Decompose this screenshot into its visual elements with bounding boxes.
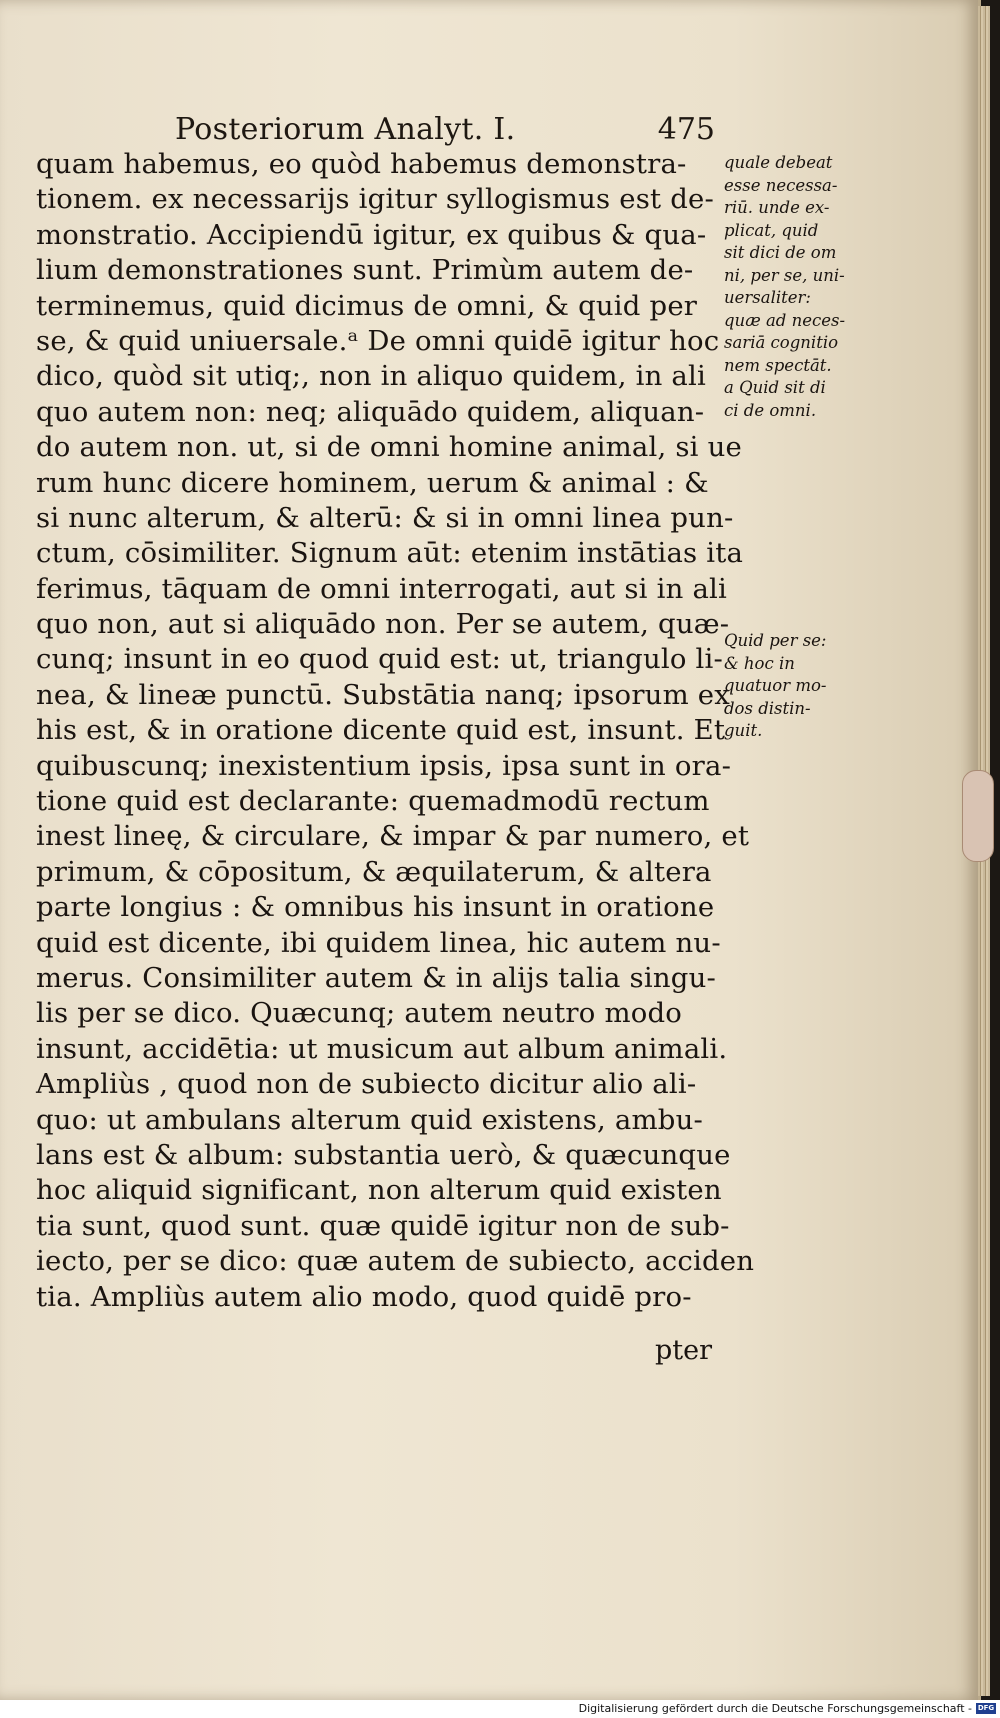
text-line: ferimus, tāquam de omni interrogati, aut si in ali — [36, 572, 728, 605]
text-line: quid est dicente, ibi quidem linea, hic autem nu- — [36, 926, 721, 959]
gloss-line: sariā cognitio — [724, 333, 839, 352]
text-line: ctum, cōsimiliter. Signum aūt: etenim instātias ita — [36, 537, 744, 570]
text-line: hoc aliquid significant, non alterum quid existen — [36, 1174, 722, 1207]
text-line: quo non, aut si aliquādo non. Per se autem, quæ- — [36, 608, 730, 641]
marginal-gloss-1 — [724, 152, 874, 422]
gloss-line: dos distin- — [724, 698, 811, 718]
gloss-line: quatuor mo- — [724, 676, 827, 695]
running-title: Posteriorum Analyt. I. — [175, 112, 516, 147]
marginal-gloss-2 — [724, 630, 874, 743]
text-line: inest lineę, & circulare, & impar & par numero, et — [36, 820, 750, 853]
text-line: tione quid est declarante: quemadmodū rectum — [36, 785, 710, 818]
gloss-line: quæ ad neces- — [724, 310, 846, 330]
text-line: quam habemus, eo quòd habemus demonstra- — [36, 148, 687, 180]
text-line: tia sunt, quod sunt. quæ quidē igitur non de sub- — [36, 1209, 730, 1242]
text-line: cunq; insunt in eo quod quid est: ut, triangulo li- — [36, 643, 724, 676]
text-line: rum hunc dicere hominem, uerum & animal : & — [36, 466, 709, 499]
gloss-line: riū. unde ex- — [724, 198, 830, 217]
text-line: primum, & cōpositum, & æquilaterum, & altera — [36, 855, 712, 888]
text-line: dico, quòd sit utiq;, non in aliquo quidem, in ali — [36, 360, 707, 393]
gloss-line: esse necessa- — [724, 175, 838, 195]
text-line: lans est & album: substantia uerò, & quæcunque — [36, 1138, 731, 1171]
page-tab-marker — [962, 770, 994, 862]
gloss-line: & hoc in — [724, 653, 795, 673]
text-line: insunt, accidētia: ut musicum aut album animali. — [36, 1032, 728, 1065]
gloss-line: Quid per se: — [724, 631, 827, 650]
text-line: do autem non. ut, si de omni homine animal, si ue — [36, 431, 742, 464]
footer-credit: Digitalisierung gefördert durch die Deutsche Forschungsgemeinschaft - — [578, 1702, 972, 1715]
gloss-line: uersaliter: — [724, 288, 811, 307]
gloss-line: quale debeat — [724, 153, 833, 172]
text-line: tionem. ex necessarijs igitur syllogismus est de- — [36, 183, 715, 216]
gloss-line: ci de omni. — [724, 400, 817, 420]
running-header — [175, 112, 715, 152]
digitization-footer — [0, 1700, 1000, 1718]
text-line: parte longius : & omnibus his insunt in oratione — [36, 891, 715, 924]
text-line: his est, & in oratione dicente quid est, insunt. Et — [36, 714, 726, 747]
text-line: se, & quid uniuersale.ᵃ De omni quidē igitur hoc — [36, 324, 720, 357]
gloss-line: a Quid sit di — [724, 378, 826, 397]
gloss-line: ni, per se, uni- — [724, 265, 845, 285]
text-line: nea, & lineæ punctū. Substātia nanq; ipsorum ex — [36, 678, 730, 711]
text-line: si nunc alterum, & alterū: & si in omni linea pun- — [36, 501, 734, 534]
text-line: quo: ut ambulans alterum quid existens, ambu- — [36, 1103, 703, 1136]
gloss-line: plicat, quid — [724, 220, 819, 240]
dfg-logo-icon: DFG — [977, 1704, 995, 1712]
text-line: lium demonstrationes sunt. Primùm autem de- — [36, 254, 694, 287]
text-line: iecto, per se dico: quæ autem de subiecto, acciden — [36, 1245, 755, 1278]
gloss-line: sit dici de om — [724, 243, 837, 262]
gloss-line: guit. — [724, 721, 763, 740]
text-line: terminemus, quid dicimus de omni, & quid per — [36, 289, 698, 322]
text-line: quibuscunq; inexistentium ipsis, ipsa sunt in ora- — [36, 749, 732, 782]
catchword: pter — [655, 1335, 713, 1366]
page-number: 475 — [657, 112, 715, 147]
text-line: merus. Consimiliter autem & in alijs talia singu- — [36, 961, 716, 994]
text-line: Ampliùs , quod non de subiecto dicitur alio ali- — [36, 1068, 697, 1101]
text-line: tia. Ampliùs autem alio modo, quod quidē pro- — [36, 1280, 692, 1313]
text-line: monstratio. Accipiendū igitur, ex quibus & qua- — [36, 218, 707, 251]
gloss-line: nem spectāt. — [724, 355, 832, 375]
text-line: lis per se dico. Quæcunq; autem neutro modo — [36, 997, 683, 1030]
text-line: quo autem non: neq; aliquādo quidem, aliquan- — [36, 395, 705, 428]
